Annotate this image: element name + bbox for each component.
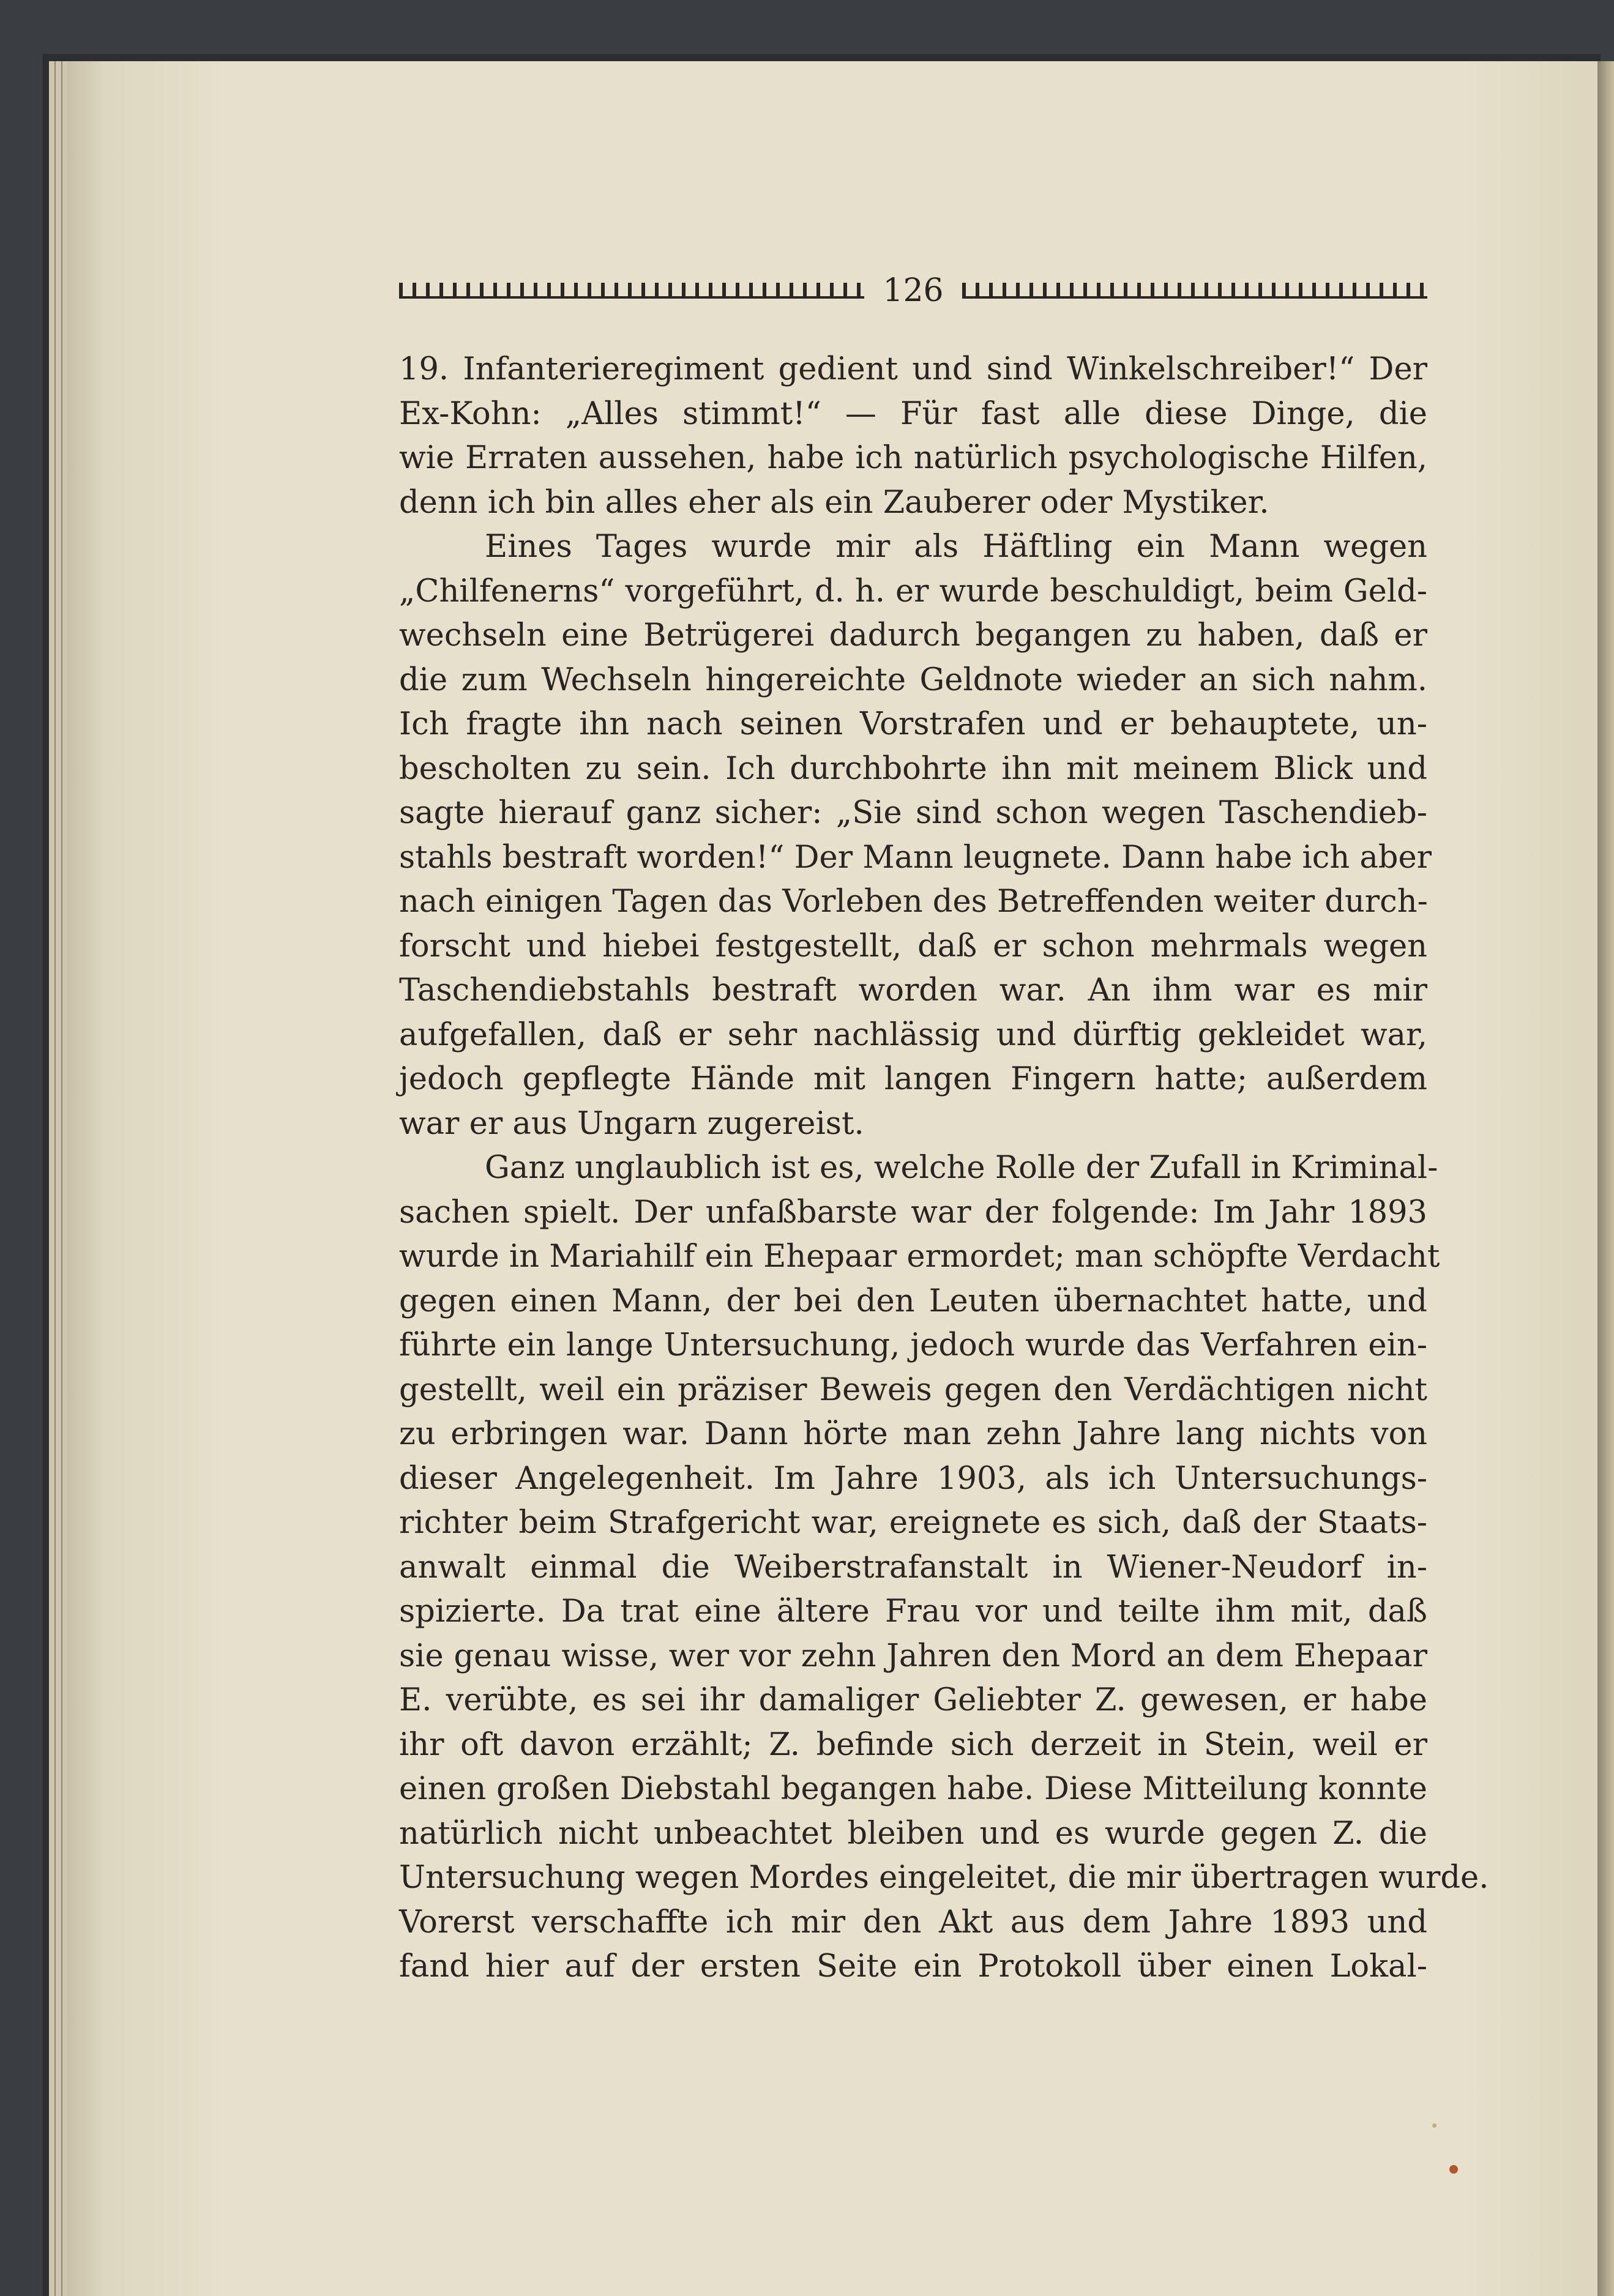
text-line: E. verübte, es sei ihr damaliger Geliebter Z. gewesen, er habe xyxy=(399,1682,1427,1718)
text-line: wie Erraten aussehen, habe ich natürlich psychologische Hilfen, xyxy=(399,440,1427,476)
text-line: Ganz unglaublich ist es, welche Rolle der Zufall in Kriminal- xyxy=(485,1150,1438,1186)
page-number: 126 xyxy=(883,272,944,309)
text-line: einen großen Diebstahl begangen habe. Diese Mitteilung konnte xyxy=(399,1771,1427,1807)
text-line: stahls bestraft worden!“ Der Mann leugnete. Dann habe ich aber xyxy=(399,839,1432,876)
text-line: wechseln eine Betrügerei dadurch begangen zu haben, daß er xyxy=(399,617,1427,654)
text-line: die zum Wechseln hingereichte Geldnote wieder an sich nahm. xyxy=(399,662,1427,698)
text-line: denn ich bin alles eher als ein Zauberer oder Mystiker. xyxy=(399,484,1269,521)
text-line: zu erbringen war. Dann hörte man zehn Jahre lang nichts von xyxy=(399,1416,1427,1452)
page-header xyxy=(399,272,1427,309)
text-line: sie genau wisse, wer vor zehn Jahren den Mord an dem Ehepaar xyxy=(399,1638,1427,1674)
body-text xyxy=(399,348,1489,1989)
text-line: natürlich nicht unbeachtet bleiben und es wurde gegen Z. die xyxy=(399,1815,1427,1852)
text-line: führte ein lange Untersuchung, jedoch wurde das Verfahren ein- xyxy=(399,1327,1427,1363)
text-line: gegen einen Mann, der bei den Leuten übernachtet hatte, und xyxy=(399,1283,1427,1319)
text-line: anwalt einmal die Weiberstrafanstalt in Wiener-Neudorf in- xyxy=(399,1549,1427,1586)
text-line: Ex-Kohn: „Alles stimmt!“ — Für fast alle diese Dinge, die xyxy=(399,395,1427,432)
text-line: spizierte. Da trat eine ältere Frau vor und teilte ihm mit, daß xyxy=(399,1593,1427,1630)
paper-speck xyxy=(1432,2123,1437,2128)
text-line: Vorerst verschaffte ich mir den Akt aus dem Jahre 1893 und xyxy=(399,1904,1427,1940)
text-line: 19. Infanterieregiment gedient und sind Winkelschreiber!“ Der xyxy=(399,351,1427,387)
text-line: gestellt, weil ein präziser Beweis gegen den Verdächtigen nicht xyxy=(399,1371,1427,1408)
text-line: jedoch gepflegte Hände mit langen Fingern hatte; außerdem xyxy=(399,1061,1427,1097)
text-line: fand hier auf der ersten Seite ein Protokoll über einen Lokal- xyxy=(399,1948,1427,1985)
text-line: Taschendiebstahls bestraft worden war. An ihm war es mir xyxy=(399,972,1427,1008)
text-line: Ich fragte ihn nach seinen Vorstrafen und er behauptete, un- xyxy=(399,706,1427,742)
page-right-edge xyxy=(1597,61,1614,2296)
text-line: wurde in Mariahilf ein Ehepaar ermordet; man schöpfte Verdacht xyxy=(399,1239,1440,1275)
ornament-left xyxy=(399,283,864,299)
text-line: sachen spielt. Der unfaßbarste war der folgende: Im Jahr 1893 xyxy=(399,1194,1427,1231)
text-line: nach einigen Tagen das Vorleben des Betreffenden weiter durch- xyxy=(399,884,1428,920)
text-line: bescholten zu sein. Ich durchbohrte ihn mit meinem Blick und xyxy=(399,750,1427,787)
paper-speck xyxy=(1449,2165,1458,2174)
text-line: dieser Angelegenheit. Im Jahre 1903, als ich Untersuchungs- xyxy=(399,1460,1427,1497)
text-line: „Chilfenerns“ vorgeführt, d. h. er wurde beschuldigt, beim Geld- xyxy=(399,573,1427,609)
text-line: sagte hierauf ganz sicher: „Sie sind schon wegen Taschendieb- xyxy=(399,795,1427,831)
text-line: forscht und hiebei festgestellt, daß er schon mehrmals wegen xyxy=(399,928,1427,964)
text-line: ihr oft davon erzählt; Z. befinde sich derzeit in Stein, weil er xyxy=(399,1726,1427,1763)
text-line: Untersuchung wegen Mordes eingeleitet, die mir übertragen wurde. xyxy=(399,1860,1489,1896)
text-line: Eines Tages wurde mir als Häftling ein Mann wegen xyxy=(485,529,1427,565)
text-line: war er aus Ungarn zugereist. xyxy=(399,1105,864,1142)
text-line: aufgefallen, daß er sehr nachlässig und dürftig gekleidet war, xyxy=(399,1016,1427,1053)
text-line: richter beim Strafgericht war, ereignete es sich, daß der Staats- xyxy=(399,1505,1427,1541)
ornament-right xyxy=(962,283,1427,299)
